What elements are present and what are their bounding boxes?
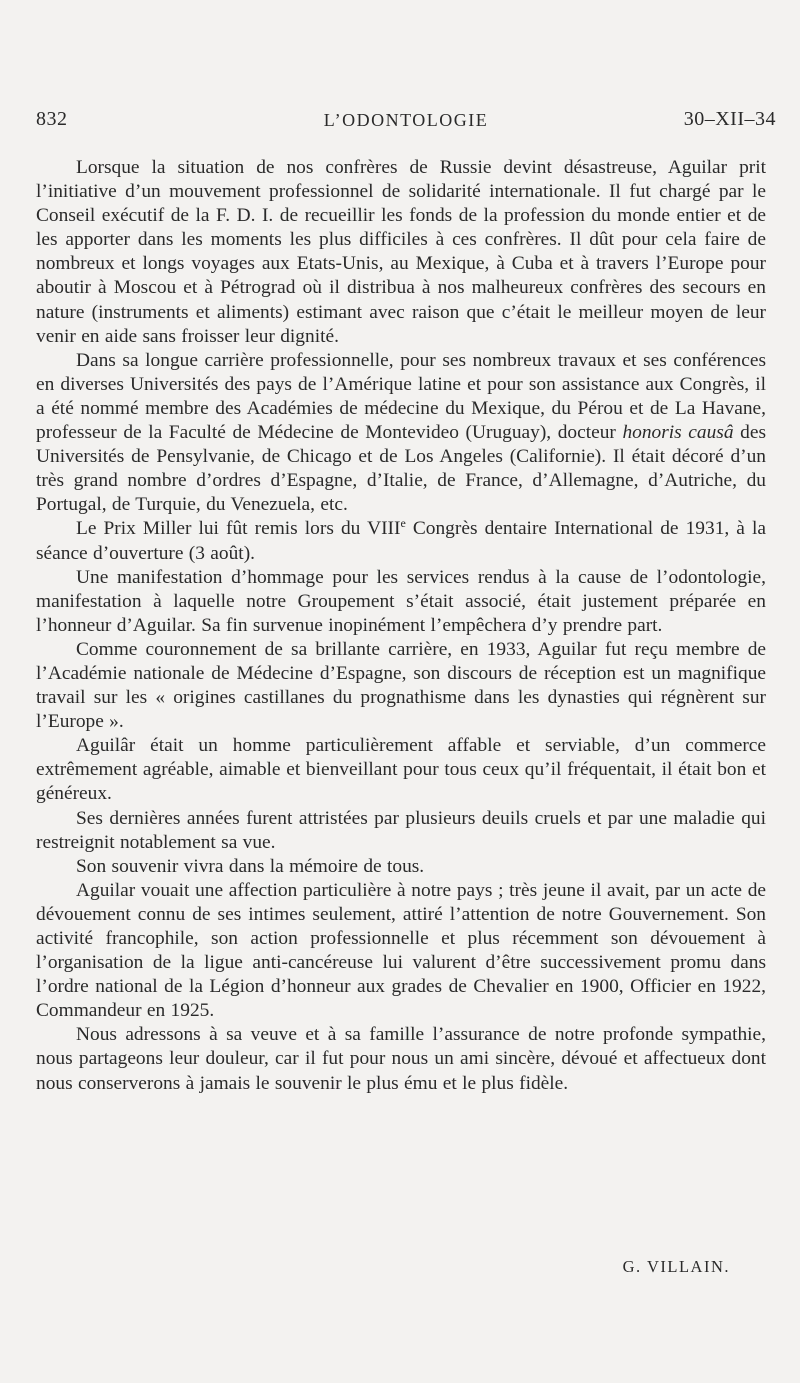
paragraph: Ses dernières années furent attristées par plusieurs deuils cruels et par une maladie qui restreignit notablement sa vue.: [36, 807, 766, 853]
paragraph: Dans sa longue carrière professionnelle, pour ses nombreux travaux et ses conférences en diverses Universités des pays de l’Amérique latine et pour son assistance aux Congrès, il a été nommé membre des Académies de médecine du Mexique, du Pérou et de La Havane, professeur de la Faculté de Médecine de Montevideo (Uruguay), docteur honoris causâ des Universités de Pensylvanie, de Chicago et de Los Angeles (Californie). Il était décoré d’un très grand nombre d’ordres d’Espagne, d’Italie, de France, d’Allemagne, d’Autriche, du Portugal, de Turquie, du Venezuela, etc.: [36, 349, 766, 516]
paragraph: Nous adressons à sa veuve et à sa famille l’assurance de notre profonde sympathie, nous partageons leur douleur, car il fut pour nous un ami sincère, dévoué et affectueux dont nous conserverons à jamais le souvenir le plus ému et le plus fidèle.: [36, 1024, 766, 1094]
paragraph: Son souvenir vivra dans la mémoire de tous.: [76, 855, 425, 877]
author-signature: G. VILLAIN.: [622, 1257, 730, 1276]
paragraph: Le Prix Miller lui fût remis lors du VIIIe Congrès dentaire International de 1931, à la séance d’ouverture (3 août).: [36, 516, 766, 564]
paragraph: Aguilâr était un homme particulièrement affable et serviable, d’un commerce extrêmement agréable, aimable et bienveillant pour tous ceux qu’il fréquentait, il était bon et généreux.: [36, 735, 766, 805]
paragraph: Aguilar vouait une affection particulière à notre pays ; très jeune il avait, par un acte de dévouement connu de ses intimes seulement, attiré l’attention de notre Gouvernement. Son activité francophile, son action professionnelle et plus récemment son dévouement à l’organisation de la ligue anti-cancéreuse lui valurent d’être successivement promu dans l’ordre national de la Légion d’honneur aux grades de Chevalier en 1900, Officier en 1922, Commandeur en 1925.: [36, 879, 766, 1022]
superscript: e: [400, 516, 406, 531]
issue-date: 30–XII–34: [683, 108, 776, 130]
italic-phrase: honoris causâ: [622, 422, 734, 444]
running-header: [36, 108, 776, 138]
paragraph: Une manifestation d’hommage pour les services rendus à la cause de l’odontologie, manifestation à laquelle notre Groupement s’était associé, était justement préparée en l’honneur d’Aguilar. Sa fin survenue inopinément l’empêchera d’y prendre part.: [36, 566, 766, 636]
article-body: [36, 156, 766, 1096]
paragraph: Comme couronnement de sa brillante carrière, en 1933, Aguilar fut reçu membre de l’Académie nationale de Médecine d’Espagne, son discours de réception est un magnifique travail sur les « origines castillanes du prognathisme dans les dynasties qui régnèrent sur l’Europe ».: [36, 638, 766, 733]
paragraph: Lorsque la situation de nos confrères de Russie devint désastreuse, Aguilar prit l’initiative d’un mouvement professionnel de solidarité internationale. Il fut chargé par le Conseil exécutif de la F. D. I. de recueillir les fonds de la profession du monde entier et de les apporter dans les moments les plus difficiles à ces confrères. Il dût pour cela faire de nombreux et longs voyages aux Etats-Unis, au Mexique, à Cuba et à travers l’Europe pour aboutir à Moscou et à Pétrograd où il distribua à nos malheureux confrères des secours en nature (instruments et aliments) estimant avec raison que c’était le meilleur moyen de leur venir en aide sans froisser leur dignité.: [36, 157, 766, 347]
page-number: 832: [36, 108, 68, 130]
journal-title: L’ODONTOLOGIE: [323, 110, 489, 130]
